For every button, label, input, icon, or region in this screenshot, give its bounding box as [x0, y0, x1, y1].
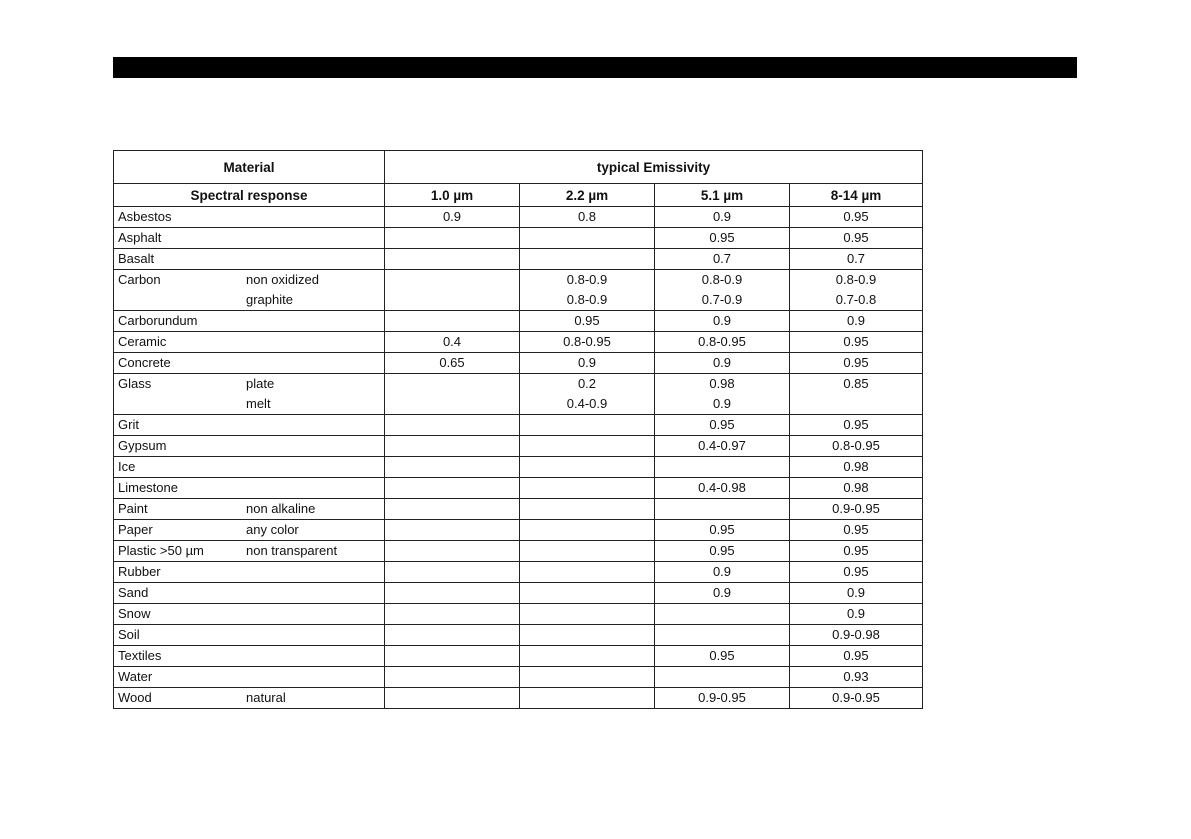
table-row [114, 520, 923, 541]
material-line [114, 457, 384, 477]
emissivity-cell [790, 520, 923, 541]
material-variant: non oxidized [246, 272, 319, 287]
material-line [114, 436, 384, 456]
material-cell [114, 499, 385, 520]
emissivity-cell [790, 457, 923, 478]
emissivity-cell [520, 499, 655, 520]
table-row [114, 270, 923, 311]
table-row [114, 353, 923, 374]
material-name: Plastic >50 µm [118, 543, 204, 558]
material-line [114, 667, 384, 687]
material-name: Snow [118, 606, 151, 621]
table-row [114, 604, 923, 625]
emissivity-value: 0.7 [846, 251, 866, 266]
emissivity-cell [655, 499, 790, 520]
emissivity-cell [385, 562, 520, 583]
material-line [114, 541, 384, 561]
emissivity-value [385, 688, 519, 708]
table-row [114, 688, 923, 709]
material-line [114, 353, 384, 373]
emissivity-cell [655, 541, 790, 562]
table-row [114, 436, 923, 457]
material-name: Ceramic [118, 334, 167, 349]
emissivity-cell [385, 207, 520, 228]
emissivity-cell [520, 207, 655, 228]
emissivity-cell [520, 311, 655, 332]
emissivity-cell [385, 332, 520, 353]
material-cell [114, 583, 385, 604]
emissivity-value [385, 374, 519, 394]
material-line [114, 270, 384, 290]
material-name: Gypsum [118, 438, 167, 453]
emissivity-cell [520, 353, 655, 374]
emissivity-value: 0.7-0.9 [701, 292, 743, 307]
emissivity-cell [385, 688, 520, 709]
emissivity-value: 0.9-0.95 [832, 690, 880, 705]
emissivity-value: 0.8-0.95 [698, 334, 746, 349]
emissivity-value [385, 415, 519, 435]
emissivity-value: 0.9 [712, 585, 732, 600]
emissivity-value: 0.8-0.9 [566, 272, 608, 287]
emissivity-value: 0.95 [574, 313, 600, 328]
material-name: Ice [118, 459, 136, 474]
emissivity-cell [385, 520, 520, 541]
material-cell [114, 311, 385, 332]
material-name: Asbestos [118, 209, 172, 224]
table-row [114, 562, 923, 583]
emissivity-value: 0.8-0.9 [701, 272, 743, 287]
emissivity-value: 0.9 [577, 355, 597, 370]
material-line [114, 583, 384, 603]
emissivity-cell [520, 667, 655, 688]
emissivity-value [655, 499, 789, 519]
material-cell [114, 520, 385, 541]
emissivity-value: 0.4-0.97 [698, 438, 746, 453]
emissivity-value [385, 478, 519, 498]
emissivity-value [385, 311, 519, 331]
emissivity-value: 0.8-0.95 [832, 438, 880, 453]
material-line [114, 688, 384, 708]
wavelength-header: 8-14 µm [790, 184, 923, 207]
emissivity-cell [790, 249, 923, 270]
emissivity-cell [385, 415, 520, 436]
emissivity-cell [520, 332, 655, 353]
table-row [114, 249, 923, 270]
material-cell [114, 374, 385, 415]
material-cell [114, 207, 385, 228]
emissivity-cell [385, 311, 520, 332]
emissivity-cell [790, 688, 923, 709]
header-bar [113, 57, 1077, 78]
emissivity-value: 0.9 [846, 313, 866, 328]
emissivity-value [790, 394, 922, 414]
material-cell [114, 541, 385, 562]
emissivity-cell [655, 562, 790, 583]
emissivity-value [385, 394, 519, 414]
material-line [114, 604, 384, 624]
table-row [114, 457, 923, 478]
material-name: Rubber [118, 564, 161, 579]
material-variant: graphite [246, 292, 293, 307]
material-variant: non transparent [246, 543, 338, 558]
material-line [114, 249, 384, 269]
material-name: Asphalt [118, 230, 162, 245]
emissivity-cell [655, 625, 790, 646]
material-line [114, 394, 384, 414]
emissivity-cell [655, 604, 790, 625]
material-cell [114, 228, 385, 249]
emissivity-cell [385, 353, 520, 374]
emissivity-value: 0.95 [843, 230, 869, 245]
emissivity-cell [790, 415, 923, 436]
emissivity-cell [520, 478, 655, 499]
emissivity-value: 0.95 [843, 564, 869, 579]
emissivity-cell [385, 478, 520, 499]
material-line [114, 207, 384, 227]
table-row [114, 374, 923, 415]
emissivity-cell [655, 457, 790, 478]
emissivity-cell [655, 311, 790, 332]
emissivity-cell [655, 688, 790, 709]
table-row [114, 415, 923, 436]
emissivity-cell [520, 228, 655, 249]
emissivity-value [520, 604, 654, 624]
emissivity-cell [385, 249, 520, 270]
emissivity-cell [790, 625, 923, 646]
emissivity-cell [790, 604, 923, 625]
emissivity-cell [655, 667, 790, 688]
emissivity-value: 0.4-0.98 [698, 480, 746, 495]
emissivity-value: 0.9 [442, 209, 462, 224]
emissivity-value: 0.8 [577, 209, 597, 224]
emissivity-value [520, 625, 654, 645]
emissivity-value [520, 646, 654, 666]
emissivity-cell [385, 436, 520, 457]
emissivity-cell [790, 478, 923, 499]
emissivity-value [520, 583, 654, 603]
material-line [114, 228, 384, 248]
material-name: Limestone [118, 480, 178, 495]
material-cell [114, 353, 385, 374]
emissivity-value [385, 457, 519, 477]
emissivity-cell [790, 270, 923, 311]
material-name: Water [118, 669, 153, 684]
emissivity-value [520, 249, 654, 269]
emissivity-cell [385, 604, 520, 625]
table-row [114, 541, 923, 562]
emissivity-value: 0.98 [843, 480, 869, 495]
emissivity-cell [655, 520, 790, 541]
material-header: Material [114, 151, 385, 184]
material-name: Basalt [118, 251, 155, 266]
emissivity-value [655, 625, 789, 645]
emissivity-cell [790, 436, 923, 457]
material-line [114, 374, 384, 394]
material-cell [114, 415, 385, 436]
emissivity-cell [790, 228, 923, 249]
material-name: Carbon [118, 272, 161, 287]
material-line [114, 290, 384, 310]
emissivity-value [385, 583, 519, 603]
emissivity-cell [655, 478, 790, 499]
table-row [114, 228, 923, 249]
emissivity-value: 0.85 [843, 376, 869, 391]
emissivity-cell [655, 646, 790, 667]
wavelength-header: 5.1 µm [655, 184, 790, 207]
emissivity-value: 0.95 [843, 355, 869, 370]
emissivity-value: 0.9-0.98 [832, 627, 880, 642]
emissivity-value: 0.95 [709, 417, 735, 432]
material-line [114, 332, 384, 352]
emissivity-table [113, 150, 923, 709]
emissivity-cell [520, 646, 655, 667]
emissivity-value [385, 625, 519, 645]
table-row [114, 207, 923, 228]
emissivity-value [385, 520, 519, 540]
emissivity-value: 0.98 [843, 459, 869, 474]
material-cell [114, 625, 385, 646]
emissivity-cell [385, 228, 520, 249]
material-name: Soil [118, 627, 140, 642]
emissivity-cell [655, 583, 790, 604]
emissivity-value: 0.4 [442, 334, 462, 349]
emissivity-cell [655, 415, 790, 436]
material-cell [114, 332, 385, 353]
emissivity-value: 0.95 [843, 209, 869, 224]
material-name: Textiles [118, 648, 162, 663]
table-row [114, 478, 923, 499]
emissivity-value: 0.95 [709, 543, 735, 558]
wavelength-header: 1.0 µm [385, 184, 520, 207]
emissivity-value [385, 667, 519, 687]
emissivity-value [385, 249, 519, 269]
emissivity-value: 0.4-0.9 [566, 396, 608, 411]
emissivity-value: 0.9 [712, 396, 732, 411]
emissivity-value: 0.95 [709, 648, 735, 663]
emissivity-value: 0.7 [712, 251, 732, 266]
emissivity-value [655, 604, 789, 624]
emissivity-value [385, 604, 519, 624]
emissivity-value [655, 667, 789, 687]
typical-emissivity-header: typical Emissivity [385, 151, 923, 184]
material-line [114, 625, 384, 645]
material-name: Wood [118, 690, 152, 705]
table-row [114, 583, 923, 604]
material-line [114, 646, 384, 666]
material-line [114, 499, 384, 519]
emissivity-value [385, 499, 519, 519]
emissivity-value [385, 270, 519, 290]
table-row [114, 646, 923, 667]
emissivity-value: 0.98 [709, 376, 735, 391]
emissivity-value: 0.9 [846, 585, 866, 600]
emissivity-cell [520, 415, 655, 436]
material-line [114, 478, 384, 498]
emissivity-cell [385, 667, 520, 688]
emissivity-cell [790, 646, 923, 667]
emissivity-cell [790, 207, 923, 228]
emissivity-value [520, 228, 654, 248]
emissivity-value: 0.65 [439, 355, 465, 370]
emissivity-value: 0.8-0.9 [835, 272, 877, 287]
material-cell [114, 249, 385, 270]
emissivity-cell [655, 207, 790, 228]
emissivity-cell [520, 457, 655, 478]
emissivity-value [520, 457, 654, 477]
emissivity-cell [520, 270, 655, 311]
material-cell [114, 667, 385, 688]
emissivity-value [385, 436, 519, 456]
material-cell [114, 604, 385, 625]
emissivity-value [520, 562, 654, 582]
emissivity-cell [385, 646, 520, 667]
emissivity-value: 0.95 [843, 417, 869, 432]
emissivity-cell [655, 228, 790, 249]
emissivity-cell [790, 667, 923, 688]
emissivity-cell [520, 583, 655, 604]
emissivity-value: 0.9 [846, 606, 866, 621]
emissivity-value: 0.9 [712, 355, 732, 370]
emissivity-value: 0.9-0.95 [832, 501, 880, 516]
emissivity-value [520, 541, 654, 561]
emissivity-cell [655, 332, 790, 353]
material-name: Paint [118, 501, 148, 516]
material-name: Concrete [118, 355, 171, 370]
emissivity-cell [385, 270, 520, 311]
material-cell [114, 270, 385, 311]
table-row [114, 667, 923, 688]
emissivity-value [655, 457, 789, 477]
emissivity-value: 0.93 [843, 669, 869, 684]
emissivity-cell [790, 499, 923, 520]
material-line [114, 311, 384, 331]
emissivity-cell [520, 604, 655, 625]
material-name: Sand [118, 585, 149, 600]
emissivity-cell [790, 332, 923, 353]
emissivity-value: 0.9 [712, 313, 732, 328]
emissivity-value: 0.2 [577, 376, 597, 391]
emissivity-cell [655, 353, 790, 374]
material-cell [114, 646, 385, 667]
emissivity-cell [790, 562, 923, 583]
material-name: Grit [118, 417, 139, 432]
emissivity-value [385, 541, 519, 561]
table-row [114, 499, 923, 520]
emissivity-value: 0.95 [843, 522, 869, 537]
emissivity-value [385, 562, 519, 582]
emissivity-cell [655, 270, 790, 311]
material-line [114, 520, 384, 540]
emissivity-value: 0.95 [709, 522, 735, 537]
emissivity-value [520, 667, 654, 687]
emissivity-value [385, 228, 519, 248]
emissivity-cell [520, 520, 655, 541]
material-name: Paper [118, 522, 153, 537]
material-name [114, 290, 246, 310]
emissivity-value [520, 688, 654, 708]
emissivity-value: 0.95 [843, 334, 869, 349]
emissivity-cell [790, 541, 923, 562]
emissivity-value: 0.8-0.95 [563, 334, 611, 349]
emissivity-value: 0.8-0.9 [566, 292, 608, 307]
emissivity-cell [385, 374, 520, 415]
emissivity-cell [655, 436, 790, 457]
emissivity-cell [385, 457, 520, 478]
emissivity-value [520, 520, 654, 540]
spectral-response-header: Spectral response [114, 184, 385, 207]
emissivity-cell [655, 249, 790, 270]
emissivity-value: 0.7-0.8 [835, 292, 877, 307]
emissivity-cell [790, 583, 923, 604]
material-name: Carborundum [118, 313, 198, 328]
emissivity-cell [520, 249, 655, 270]
material-variant: plate [246, 376, 275, 391]
material-cell [114, 562, 385, 583]
emissivity-cell [520, 562, 655, 583]
emissivity-cell [520, 688, 655, 709]
material-name [114, 394, 246, 414]
material-variant: any color [246, 522, 299, 537]
emissivity-value: 0.95 [843, 543, 869, 558]
material-cell [114, 457, 385, 478]
emissivity-cell [790, 311, 923, 332]
emissivity-value: 0.9 [712, 564, 732, 579]
emissivity-cell [520, 374, 655, 415]
emissivity-value: 0.9-0.95 [698, 690, 746, 705]
emissivity-value: 0.9 [712, 209, 732, 224]
emissivity-value [520, 499, 654, 519]
emissivity-value [520, 478, 654, 498]
emissivity-cell [385, 499, 520, 520]
emissivity-cell [385, 625, 520, 646]
material-variant: non alkaline [246, 501, 316, 516]
wavelength-header: 2.2 µm [520, 184, 655, 207]
material-variant: melt [246, 396, 271, 411]
material-cell [114, 478, 385, 499]
emissivity-value [385, 290, 519, 310]
emissivity-cell [520, 541, 655, 562]
emissivity-value [520, 436, 654, 456]
emissivity-cell [520, 625, 655, 646]
material-variant: natural [246, 690, 286, 705]
material-line [114, 415, 384, 435]
emissivity-cell [520, 436, 655, 457]
emissivity-cell [655, 374, 790, 415]
material-cell [114, 436, 385, 457]
table-row [114, 311, 923, 332]
material-name: Glass [118, 376, 152, 391]
table-body [114, 207, 923, 709]
table-row [114, 332, 923, 353]
material-cell [114, 688, 385, 709]
emissivity-cell [385, 541, 520, 562]
emissivity-cell [385, 583, 520, 604]
material-line [114, 562, 384, 582]
emissivity-value: 0.95 [843, 648, 869, 663]
emissivity-value: 0.95 [709, 230, 735, 245]
emissivity-value [385, 646, 519, 666]
emissivity-value [520, 415, 654, 435]
table-row [114, 625, 923, 646]
emissivity-cell [790, 353, 923, 374]
emissivity-cell [790, 374, 923, 415]
